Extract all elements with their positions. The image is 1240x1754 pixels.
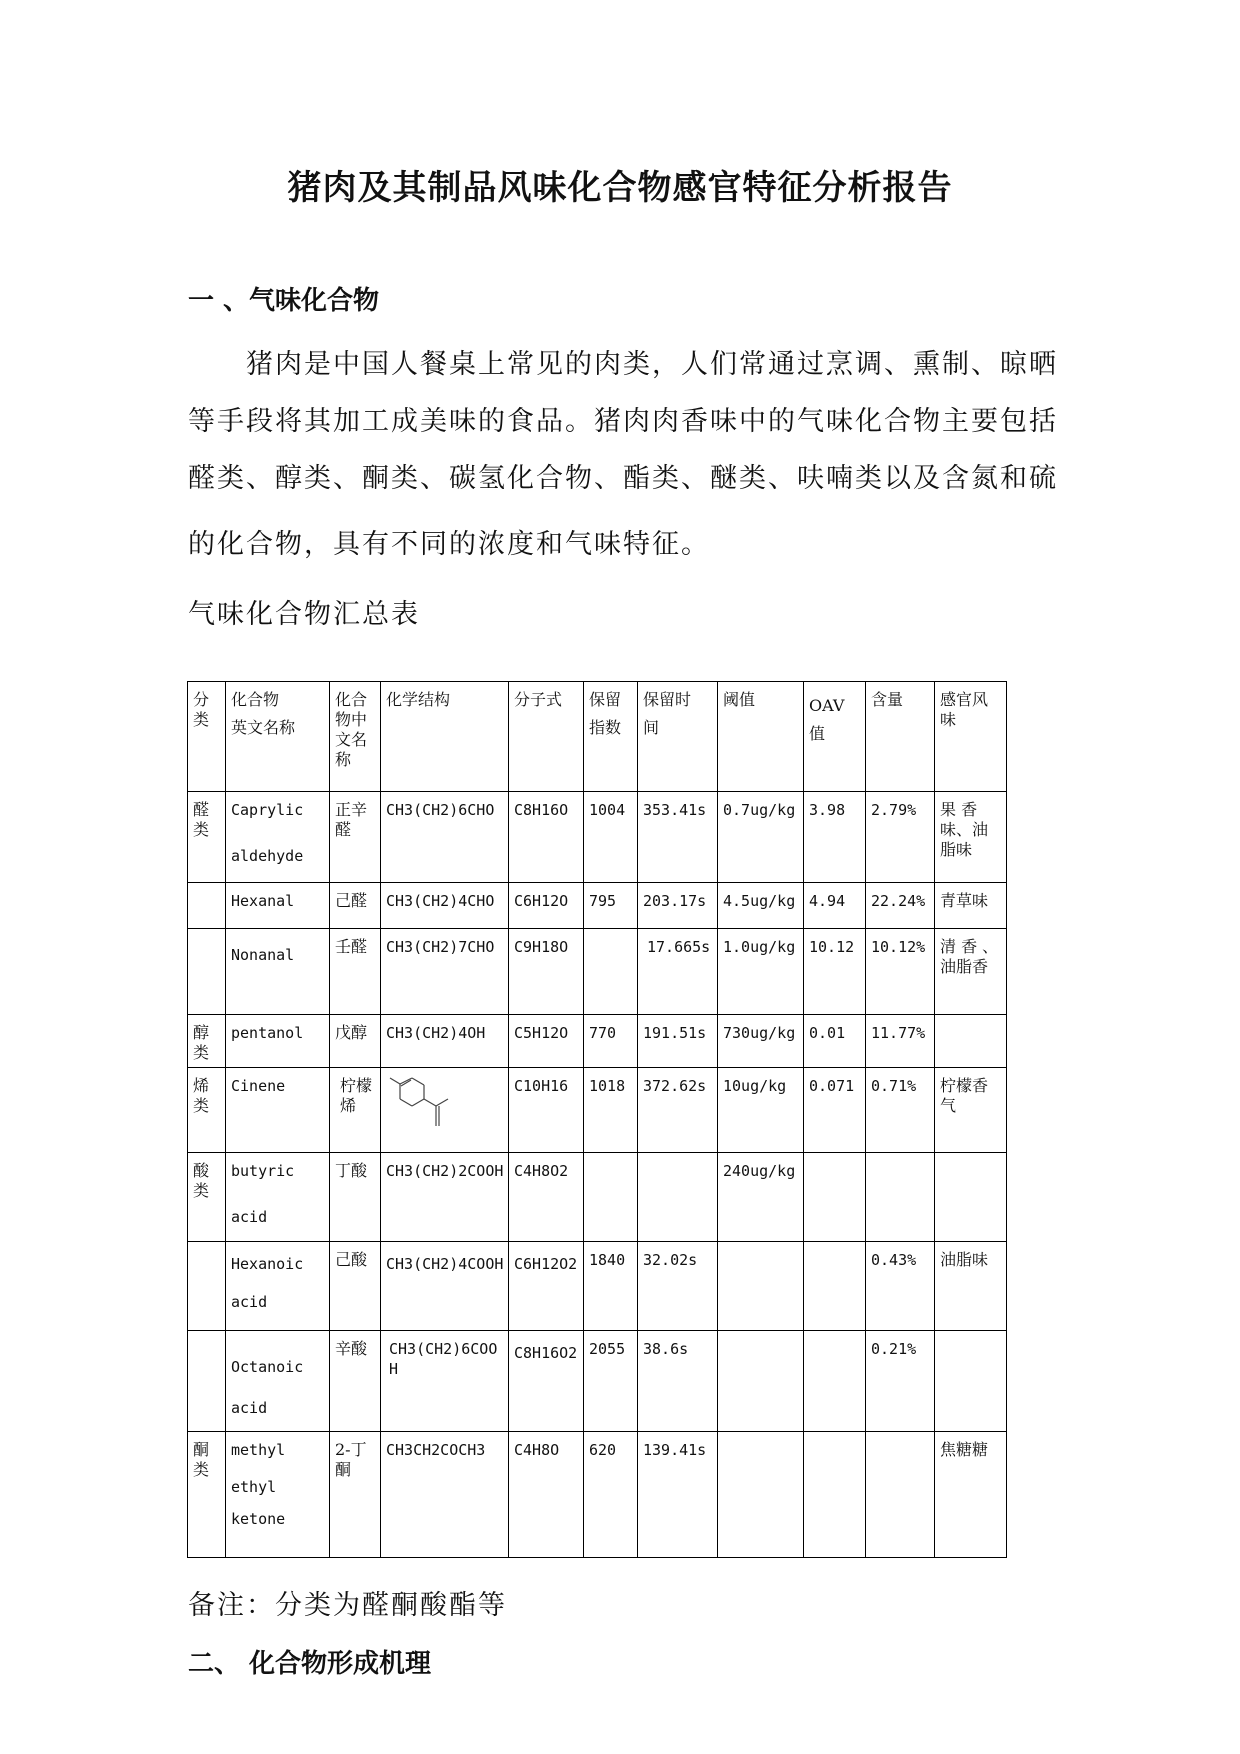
- cell-threshold: 10ug/kg: [718, 1068, 804, 1153]
- table-caption: 气味化合物汇总表: [188, 599, 420, 630]
- cell-retention-index: 1004: [584, 792, 638, 883]
- cell-sensory: [935, 1153, 1007, 1242]
- cell-retention-time: 17.665s: [638, 929, 718, 1015]
- header-sensory: 感官风味: [935, 682, 1007, 792]
- cell-category: 酸类: [188, 1153, 226, 1242]
- cell-threshold: [718, 1331, 804, 1432]
- cell-structure: CH3(CH2)4COOH: [381, 1242, 509, 1331]
- odor-compounds-table: [187, 681, 1007, 1558]
- cell-retention-index: 770: [584, 1015, 638, 1068]
- cell-sensory: [935, 1331, 1007, 1432]
- paragraph-line: 醛类、醇类、酮类、碳氢化合物、酯类、醚类、呋喃类以及含氮和硫: [188, 463, 1058, 494]
- paragraph-line: 的化合物，具有不同的浓度和气味特征。: [188, 529, 710, 560]
- header-threshold: 阈值: [718, 682, 804, 792]
- cell-chinese-name: 正辛醛: [330, 792, 381, 883]
- cell-threshold: [718, 1242, 804, 1331]
- cell-oav: 10.12: [804, 929, 866, 1015]
- cell-chinese-name: 丁酸: [330, 1153, 381, 1242]
- cell-threshold: 0.7ug/kg: [718, 792, 804, 883]
- cell-retention-time: 353.41s: [638, 792, 718, 883]
- cell-retention-time: 191.51s: [638, 1015, 718, 1068]
- cell-formula: C8H16O: [509, 792, 584, 883]
- table-row: [188, 929, 1007, 1015]
- header-english-name: [226, 682, 330, 792]
- section-heading-formation-mechanism: 二、 化合物形成机理: [188, 1649, 432, 1679]
- cell-retention-index: 1018: [584, 1068, 638, 1153]
- cell-structure: CH3(CH2)4OH: [381, 1015, 509, 1068]
- cell-content: 0.43%: [866, 1242, 935, 1331]
- table-row: [188, 1068, 1007, 1153]
- paragraph-line: 猪肉是中国人餐桌上常见的肉类，人们常通过烹调、熏制、晾晒: [246, 349, 1058, 380]
- cell-retention-index: 1840: [584, 1242, 638, 1331]
- cell-retention-index: 2055: [584, 1331, 638, 1432]
- cell-category: [188, 1242, 226, 1331]
- cell-sensory: 果 香味、油脂味: [935, 792, 1007, 883]
- table-row: [188, 1331, 1007, 1432]
- header-formula: 分子式: [509, 682, 584, 792]
- cell-chinese-name: 己酸: [330, 1242, 381, 1331]
- header-content: 含量: [866, 682, 935, 792]
- cell-content: 2.79%: [866, 792, 935, 883]
- cell-content: 22.24%: [866, 883, 935, 929]
- header-oav: OAV 值: [804, 682, 866, 792]
- table-row: [188, 1432, 1007, 1558]
- cell-english-name: Cinene: [226, 1068, 330, 1153]
- cell-formula: C10H16: [509, 1068, 584, 1153]
- cell-category: 烯类: [188, 1068, 226, 1153]
- cell-english-name: Caprylic aldehyde: [226, 792, 330, 883]
- table-row: [188, 883, 1007, 929]
- cell-threshold: 240ug/kg: [718, 1153, 804, 1242]
- cell-sensory: 柠檬香气: [935, 1068, 1007, 1153]
- header-english-name-line2: 英文名称: [231, 718, 296, 737]
- cell-retention-time: 32.02s: [638, 1242, 718, 1331]
- cell-structure: CH3(CH2)2COOH: [381, 1153, 509, 1242]
- cell-chinese-name: 2-丁酮: [330, 1432, 381, 1558]
- cell-content: [866, 1432, 935, 1558]
- cell-structure: [381, 1068, 509, 1153]
- header-category: 分类: [188, 682, 226, 792]
- cell-sensory: 油脂味: [935, 1242, 1007, 1331]
- table-row: [188, 792, 1007, 883]
- cell-category: 酮类: [188, 1432, 226, 1558]
- cell-chinese-name: 柠檬烯: [330, 1068, 381, 1153]
- section-heading-odor-compounds: 一 、气味化合物: [188, 286, 380, 316]
- cell-structure: CH3(CH2)6CHO: [381, 792, 509, 883]
- cell-oav: [804, 1153, 866, 1242]
- cell-content: 11.77%: [866, 1015, 935, 1068]
- cell-chinese-name: 戊醇: [330, 1015, 381, 1068]
- paragraph-line: 等手段将其加工成美味的食品。猪肉肉香味中的气味化合物主要包括: [188, 406, 1058, 437]
- header-structure: 化学结构: [381, 682, 509, 792]
- cell-english-name: Octanoic acid: [226, 1331, 330, 1432]
- cell-content: [866, 1153, 935, 1242]
- cell-retention-time: [638, 1153, 718, 1242]
- cell-retention-time: 139.41s: [638, 1432, 718, 1558]
- cell-retention-index: [584, 1153, 638, 1242]
- header-retention-index: 保留 指数: [584, 682, 638, 792]
- cell-chinese-name: 己醛: [330, 883, 381, 929]
- page-title: 猪肉及其制品风味化合物感官特征分析报告: [287, 168, 953, 208]
- cell-category: [188, 1331, 226, 1432]
- cell-threshold: 4.5ug/kg: [718, 883, 804, 929]
- cell-structure: CH3(CH2)6COOH: [381, 1331, 509, 1432]
- cell-oav: 0.01: [804, 1015, 866, 1068]
- cell-formula: C9H18O: [509, 929, 584, 1015]
- cell-retention-time: 38.6s: [638, 1331, 718, 1432]
- table-row: [188, 1153, 1007, 1242]
- cell-content: 0.21%: [866, 1331, 935, 1432]
- cell-category: [188, 883, 226, 929]
- cell-formula: C5H12O: [509, 1015, 584, 1068]
- cell-retention-time: 203.17s: [638, 883, 718, 929]
- cell-oav: [804, 1432, 866, 1558]
- limonene-structure-diagram: [386, 1076, 466, 1138]
- cell-structure: CH3(CH2)7CHO: [381, 929, 509, 1015]
- intro-paragraph: [188, 342, 1058, 561]
- cell-chinese-name: 辛酸: [330, 1331, 381, 1432]
- cell-retention-index: 795: [584, 883, 638, 929]
- cell-formula: C6H12O2: [509, 1242, 584, 1331]
- cell-english-name: Nonanal: [226, 929, 330, 1015]
- cell-retention-index: [584, 929, 638, 1015]
- cell-threshold: 730ug/kg: [718, 1015, 804, 1068]
- header-retention-time: 保留时 间: [638, 682, 718, 792]
- cell-english-name: butyric acid: [226, 1153, 330, 1242]
- cell-english-name: Hexanoic acid: [226, 1242, 330, 1331]
- cell-formula: C8H16O2: [509, 1331, 584, 1432]
- cell-category: 醇类: [188, 1015, 226, 1068]
- table-header-row: [188, 682, 1007, 792]
- cell-oav: 4.94: [804, 883, 866, 929]
- cell-sensory: 清 香 、 油脂香: [935, 929, 1007, 1015]
- table-note: 备注：分类为醛酮酸酯等: [188, 1590, 507, 1621]
- table-row: [188, 1015, 1007, 1068]
- cell-structure: CH3(CH2)4CHO: [381, 883, 509, 929]
- cell-formula: C6H12O: [509, 883, 584, 929]
- cell-content: 10.12%: [866, 929, 935, 1015]
- cell-oav: [804, 1242, 866, 1331]
- cell-retention-index: 620: [584, 1432, 638, 1558]
- cell-chinese-name: 壬醛: [330, 929, 381, 1015]
- cell-formula: C4H8O2: [509, 1153, 584, 1242]
- cell-content: 0.71%: [866, 1068, 935, 1153]
- cell-sensory: 焦糖糖: [935, 1432, 1007, 1558]
- cell-sensory: 青草味: [935, 883, 1007, 929]
- cell-retention-time: 372.62s: [638, 1068, 718, 1153]
- header-english-name-line1: 化合物: [231, 690, 280, 709]
- cell-category: [188, 929, 226, 1015]
- cell-threshold: 1.0ug/kg: [718, 929, 804, 1015]
- cell-threshold: [718, 1432, 804, 1558]
- cell-formula: C4H8O: [509, 1432, 584, 1558]
- cell-english-name: pentanol: [226, 1015, 330, 1068]
- cell-category: 醛类: [188, 792, 226, 883]
- cell-oav: 0.071: [804, 1068, 866, 1153]
- cell-structure: CH3CH2COCH3: [381, 1432, 509, 1558]
- cell-english-name: methyl ethyl ketone: [226, 1432, 330, 1558]
- table-row: [188, 1242, 1007, 1331]
- cell-english-name: Hexanal: [226, 883, 330, 929]
- cell-sensory: [935, 1015, 1007, 1068]
- cell-oav: 3.98: [804, 792, 866, 883]
- header-chinese-name: 化合物中文名称: [330, 682, 381, 792]
- cell-oav: [804, 1331, 866, 1432]
